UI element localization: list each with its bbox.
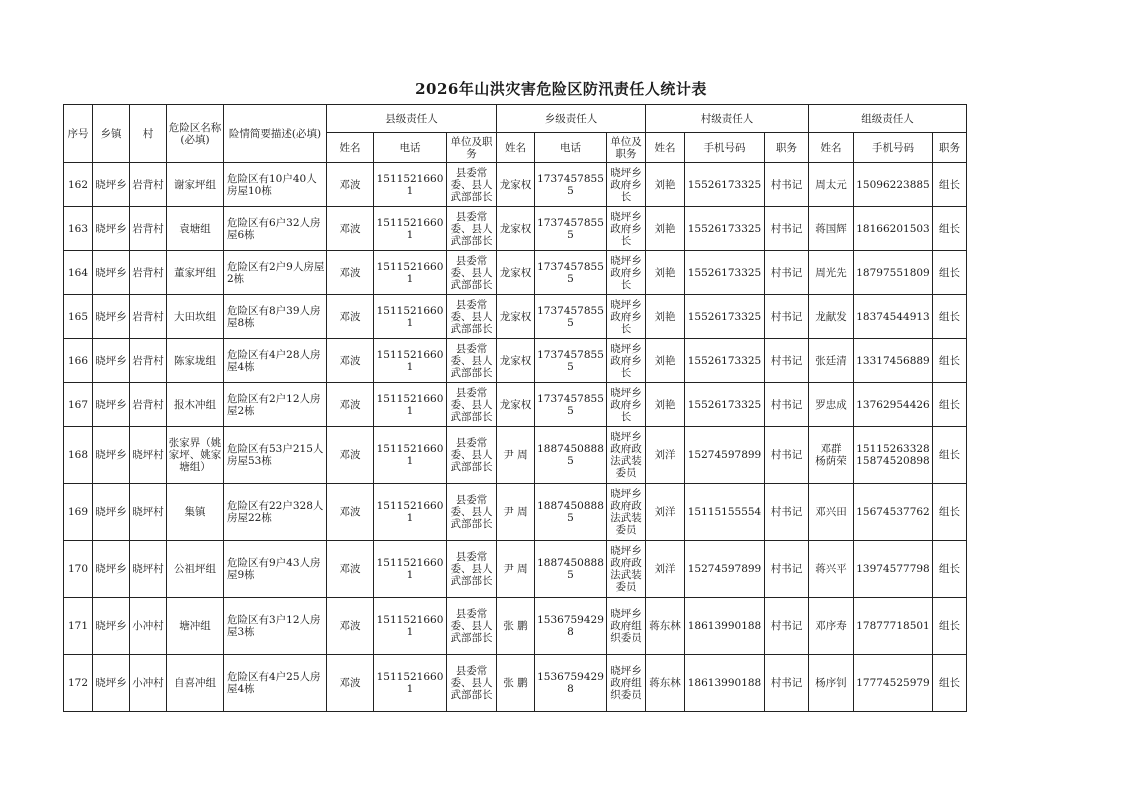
cell-group-duty: 组长 [933, 295, 967, 339]
cell-village-name: 刘艳 [646, 339, 685, 383]
cell-seq: 169 [64, 484, 93, 541]
header-group-mobile: 手机号码 [854, 133, 933, 163]
cell-group-name-line: 周光先 [815, 266, 847, 279]
cell-group-phone-line: 17877718501 [856, 620, 930, 632]
cell-group-phone-line: 13317456889 [856, 354, 930, 367]
cell-village-duty: 村书记 [765, 655, 809, 712]
cell-desc: 危险区有2户9人房屋2栋 [224, 251, 327, 295]
cell-village: 岩背村 [130, 207, 167, 251]
cell-town-unit: 晓坪乡政府乡长 [607, 163, 646, 207]
header-town-phone: 电话 [535, 133, 607, 163]
cell-group-duty: 组长 [933, 484, 967, 541]
cell-village: 岩背村 [130, 295, 167, 339]
cell-village-duty: 村书记 [765, 207, 809, 251]
header-village-duty: 职务 [765, 133, 809, 163]
cell-group-phone [854, 251, 933, 295]
cell-group-name-line: 邓群 [820, 443, 842, 455]
cell-desc: 危险区有2户12人房屋2栋 [224, 383, 327, 427]
cell-county-unit: 县委常委、县人武部部长 [447, 163, 497, 207]
cell-town-phone: 18874508885 [535, 484, 607, 541]
cell-group-duty: 组长 [933, 251, 967, 295]
cell-county-unit: 县委常委、县人武部部长 [447, 339, 497, 383]
cell-group-phone-line: 13974577798 [856, 563, 930, 575]
cell-group-phone [854, 207, 933, 251]
cell-group-phone-line: 15874520898 [856, 455, 930, 467]
cell-desc: 危险区有4户28人房屋4栋 [224, 339, 327, 383]
cell-group-name-line: 龙献发 [815, 310, 847, 323]
cell-seq: 162 [64, 163, 93, 207]
cell-zone: 袁塘组 [167, 207, 224, 251]
cell-group-phone [854, 655, 933, 712]
header-county-name: 姓名 [327, 133, 374, 163]
cell-town-phone: 17374578555 [535, 295, 607, 339]
cell-village: 岩背村 [130, 383, 167, 427]
cell-village: 岩背村 [130, 339, 167, 383]
cell-village-name: 刘艳 [646, 251, 685, 295]
cell-town-phone: 18874508885 [535, 427, 607, 484]
cell-town-phone: 17374578555 [535, 251, 607, 295]
cell-group-duty: 组长 [933, 598, 967, 655]
cell-county-phone: 15115216601 [374, 427, 447, 484]
cell-village-phone: 15526173325 [685, 251, 765, 295]
cell-town-phone: 15367594298 [535, 598, 607, 655]
cell-village: 小冲村 [130, 655, 167, 712]
header-village-level: 村级责任人 [646, 105, 809, 133]
cell-zone: 集镇 [167, 484, 224, 541]
cell-town-unit: 晓坪乡政府乡长 [607, 251, 646, 295]
cell-village-duty: 村书记 [765, 541, 809, 598]
cell-town-unit: 晓坪乡政府政法武装委员 [607, 541, 646, 598]
cell-town-name: 龙家权 [497, 295, 535, 339]
cell-group-name [809, 295, 854, 339]
cell-county-unit: 县委常委、县人武部部长 [447, 251, 497, 295]
cell-village-phone: 15526173325 [685, 207, 765, 251]
cell-group-name [809, 163, 854, 207]
cell-county-name: 邓波 [327, 484, 374, 541]
cell-village-name: 刘艳 [646, 163, 685, 207]
cell-village-name: 刘艳 [646, 383, 685, 427]
cell-county-phone: 15115216601 [374, 655, 447, 712]
header-county: 县级责任人 [327, 105, 497, 133]
cell-county-phone: 15115216601 [374, 383, 447, 427]
cell-township: 晓坪乡 [93, 427, 130, 484]
cell-village-phone: 18613990188 [685, 598, 765, 655]
cell-group-phone [854, 598, 933, 655]
cell-group-phone [854, 427, 933, 484]
cell-desc: 危险区有4户25人房屋4栋 [224, 655, 327, 712]
cell-group-name-line: 罗忠成 [815, 398, 847, 411]
cell-group-name-line: 周太元 [815, 178, 847, 191]
cell-town-phone: 18874508885 [535, 541, 607, 598]
cell-town-unit: 晓坪乡政府乡长 [607, 295, 646, 339]
cell-group-phone [854, 541, 933, 598]
header-row-1 [64, 105, 967, 133]
cell-village: 晓坪村 [130, 427, 167, 484]
cell-group-name-line: 杨序钊 [815, 677, 847, 689]
cell-group-name-line: 蒋兴平 [815, 563, 847, 575]
cell-county-phone: 15115216601 [374, 163, 447, 207]
cell-village-duty: 村书记 [765, 427, 809, 484]
cell-village-phone: 18613990188 [685, 655, 765, 712]
header-town-name: 姓名 [497, 133, 535, 163]
cell-county-unit: 县委常委、县人武部部长 [447, 541, 497, 598]
table-row [64, 207, 967, 251]
header-village-mobile: 手机号码 [685, 133, 765, 163]
table-row [64, 295, 967, 339]
cell-group-name-line: 杨荫荣 [815, 455, 847, 467]
cell-village-phone: 15526173325 [685, 383, 765, 427]
cell-township: 晓坪乡 [93, 339, 130, 383]
cell-village-phone: 15115155554 [685, 484, 765, 541]
header-town-unit: 单位及职务 [607, 133, 646, 163]
cell-group-duty: 组长 [933, 427, 967, 484]
cell-county-phone: 15115216601 [374, 598, 447, 655]
cell-seq: 170 [64, 541, 93, 598]
cell-zone: 谢家坪组 [167, 163, 224, 207]
cell-village-phone: 15526173325 [685, 295, 765, 339]
cell-county-phone: 15115216601 [374, 207, 447, 251]
cell-village-duty: 村书记 [765, 251, 809, 295]
cell-county-name: 邓波 [327, 598, 374, 655]
cell-village-phone: 15274597899 [685, 427, 765, 484]
cell-desc: 危险区有53户215人房屋53栋 [224, 427, 327, 484]
cell-county-unit: 县委常委、县人武部部长 [447, 383, 497, 427]
cell-township: 晓坪乡 [93, 655, 130, 712]
cell-town-name: 张 鹏 [497, 598, 535, 655]
cell-village-duty: 村书记 [765, 598, 809, 655]
cell-village: 晓坪村 [130, 484, 167, 541]
cell-town-name: 龙家权 [497, 163, 535, 207]
cell-village-phone: 15274597899 [685, 541, 765, 598]
cell-village-name: 蒋东林 [646, 655, 685, 712]
cell-county-unit: 县委常委、县人武部部长 [447, 427, 497, 484]
cell-group-phone-line: 15674537762 [856, 506, 930, 518]
cell-zone: 公祖坪组 [167, 541, 224, 598]
cell-township: 晓坪乡 [93, 251, 130, 295]
cell-county-name: 邓波 [327, 295, 374, 339]
cell-desc: 危险区有22户328人房屋22栋 [224, 484, 327, 541]
header-zone-name: 危险区名称(必填) [167, 105, 224, 163]
header-county-phone: 电话 [374, 133, 447, 163]
cell-zone: 张家界（姚家坪、姚家塘组） [167, 427, 224, 484]
cell-village-duty: 村书记 [765, 295, 809, 339]
cell-group-phone-line: 13762954426 [856, 398, 930, 411]
cell-county-phone: 15115216601 [374, 339, 447, 383]
cell-county-name: 邓波 [327, 427, 374, 484]
table-row [64, 383, 967, 427]
cell-zone: 自喜冲组 [167, 655, 224, 712]
cell-county-phone: 15115216601 [374, 541, 447, 598]
cell-group-name [809, 207, 854, 251]
header-township: 乡镇 [93, 105, 130, 163]
cell-group-phone [854, 339, 933, 383]
cell-village-duty: 村书记 [765, 339, 809, 383]
cell-group-name [809, 541, 854, 598]
cell-town-name: 尹 周 [497, 541, 535, 598]
header-group: 组级责任人 [809, 105, 967, 133]
cell-seq: 171 [64, 598, 93, 655]
cell-county-phone: 15115216601 [374, 251, 447, 295]
table-row [64, 541, 967, 598]
cell-town-unit: 晓坪乡政府政法武装委员 [607, 427, 646, 484]
cell-group-phone-line: 15096223885 [856, 178, 930, 191]
cell-seq: 166 [64, 339, 93, 383]
cell-township: 晓坪乡 [93, 541, 130, 598]
header-county-unit: 单位及职务 [447, 133, 497, 163]
cell-county-name: 邓波 [327, 655, 374, 712]
cell-group-duty: 组长 [933, 655, 967, 712]
cell-group-duty: 组长 [933, 541, 967, 598]
cell-town-unit: 晓坪乡政府乡长 [607, 207, 646, 251]
cell-group-name [809, 251, 854, 295]
table-row [64, 427, 967, 484]
cell-village-phone: 15526173325 [685, 163, 765, 207]
cell-seq: 165 [64, 295, 93, 339]
cell-village-name: 刘艳 [646, 207, 685, 251]
cell-county-name: 邓波 [327, 163, 374, 207]
cell-township: 晓坪乡 [93, 207, 130, 251]
cell-township: 晓坪乡 [93, 598, 130, 655]
cell-group-phone [854, 383, 933, 427]
cell-county-phone: 15115216601 [374, 295, 447, 339]
cell-county-name: 邓波 [327, 383, 374, 427]
cell-village-name: 刘洋 [646, 541, 685, 598]
cell-township: 晓坪乡 [93, 484, 130, 541]
header-desc: 险情简要描述(必填) [224, 105, 327, 163]
cell-village-duty: 村书记 [765, 484, 809, 541]
header-seq: 序号 [64, 105, 93, 163]
cell-zone: 董家坪组 [167, 251, 224, 295]
cell-village-name: 刘洋 [646, 484, 685, 541]
cell-group-phone-line: 17774525979 [856, 677, 930, 689]
cell-group-duty: 组长 [933, 163, 967, 207]
cell-township: 晓坪乡 [93, 163, 130, 207]
cell-desc: 危险区有10户40人房屋10栋 [224, 163, 327, 207]
cell-desc: 危险区有6户32人房屋6栋 [224, 207, 327, 251]
cell-seq: 168 [64, 427, 93, 484]
cell-group-name [809, 484, 854, 541]
header-group-duty: 职务 [933, 133, 967, 163]
cell-town-phone: 17374578555 [535, 207, 607, 251]
cell-desc: 危险区有3户12人房屋3栋 [224, 598, 327, 655]
cell-town-unit: 晓坪乡政府组织委员 [607, 655, 646, 712]
cell-group-name-line: 张廷清 [815, 354, 847, 367]
table-row [64, 484, 967, 541]
cell-seq: 167 [64, 383, 93, 427]
cell-village-name: 蒋东林 [646, 598, 685, 655]
cell-group-name [809, 655, 854, 712]
cell-township: 晓坪乡 [93, 383, 130, 427]
cell-village: 小冲村 [130, 598, 167, 655]
cell-group-phone [854, 484, 933, 541]
cell-town-unit: 晓坪乡政府乡长 [607, 339, 646, 383]
cell-township: 晓坪乡 [93, 295, 130, 339]
cell-group-phone-line: 15115263328 [856, 443, 930, 455]
cell-county-phone: 15115216601 [374, 484, 447, 541]
cell-village-duty: 村书记 [765, 163, 809, 207]
cell-town-unit: 晓坪乡政府乡长 [607, 383, 646, 427]
cell-town-phone: 17374578555 [535, 339, 607, 383]
cell-group-name [809, 339, 854, 383]
cell-town-unit: 晓坪乡政府组织委员 [607, 598, 646, 655]
cell-group-name [809, 427, 854, 484]
cell-village-name: 刘洋 [646, 427, 685, 484]
cell-group-duty: 组长 [933, 207, 967, 251]
table-row [64, 339, 967, 383]
cell-group-phone [854, 163, 933, 207]
cell-town-name: 龙家权 [497, 207, 535, 251]
page-title: 2026年山洪灾害危险区防汛责任人统计表 [415, 80, 707, 98]
cell-village-name: 刘艳 [646, 295, 685, 339]
cell-village-phone: 15526173325 [685, 339, 765, 383]
cell-county-name: 邓波 [327, 251, 374, 295]
cell-town-name: 龙家权 [497, 383, 535, 427]
table-row [64, 598, 967, 655]
header-group-name: 姓名 [809, 133, 854, 163]
cell-county-unit: 县委常委、县人武部部长 [447, 295, 497, 339]
cell-county-name: 邓波 [327, 207, 374, 251]
header-town: 乡级责任人 [497, 105, 646, 133]
header-village: 村 [130, 105, 167, 163]
cell-zone: 塘冲组 [167, 598, 224, 655]
cell-desc: 危险区有9户43人房屋9栋 [224, 541, 327, 598]
cell-group-duty: 组长 [933, 339, 967, 383]
cell-village: 岩背村 [130, 251, 167, 295]
cell-town-phone: 17374578555 [535, 163, 607, 207]
cell-town-phone: 15367594298 [535, 655, 607, 712]
cell-group-phone-line: 18797551809 [856, 266, 930, 279]
cell-group-name [809, 383, 854, 427]
cell-town-name: 尹 周 [497, 427, 535, 484]
cell-county-unit: 县委常委、县人武部部长 [447, 655, 497, 712]
cell-county-name: 邓波 [327, 339, 374, 383]
cell-village-duty: 村书记 [765, 383, 809, 427]
cell-seq: 172 [64, 655, 93, 712]
cell-seq: 163 [64, 207, 93, 251]
cell-county-name: 邓波 [327, 541, 374, 598]
cell-group-phone-line: 18374544913 [856, 310, 930, 323]
cell-town-name: 尹 周 [497, 484, 535, 541]
cell-village: 晓坪村 [130, 541, 167, 598]
cell-zone: 大田坎组 [167, 295, 224, 339]
cell-town-name: 龙家权 [497, 339, 535, 383]
cell-group-name-line: 邓兴田 [815, 506, 847, 518]
table-row [64, 163, 967, 207]
cell-zone: 陈家垅组 [167, 339, 224, 383]
cell-group-phone-line: 18166201503 [856, 222, 930, 235]
cell-town-name: 张 鹏 [497, 655, 535, 712]
cell-group-name-line: 邓序寿 [815, 620, 847, 632]
cell-county-unit: 县委常委、县人武部部长 [447, 598, 497, 655]
header-village-name: 姓名 [646, 133, 685, 163]
table-body [64, 163, 967, 712]
table-row [64, 251, 967, 295]
cell-village: 岩背村 [130, 163, 167, 207]
cell-county-unit: 县委常委、县人武部部长 [447, 484, 497, 541]
cell-town-name: 龙家权 [497, 251, 535, 295]
cell-town-unit: 晓坪乡政府政法武装委员 [607, 484, 646, 541]
cell-group-name-line: 蒋国辉 [815, 222, 847, 235]
table-row [64, 655, 967, 712]
cell-county-unit: 县委常委、县人武部部长 [447, 207, 497, 251]
cell-zone: 报木冲组 [167, 383, 224, 427]
cell-group-duty: 组长 [933, 383, 967, 427]
cell-group-phone [854, 295, 933, 339]
cell-town-phone: 17374578555 [535, 383, 607, 427]
responsibility-table [63, 104, 967, 712]
cell-desc: 危险区有8户39人房屋8栋 [224, 295, 327, 339]
cell-seq: 164 [64, 251, 93, 295]
cell-group-name [809, 598, 854, 655]
